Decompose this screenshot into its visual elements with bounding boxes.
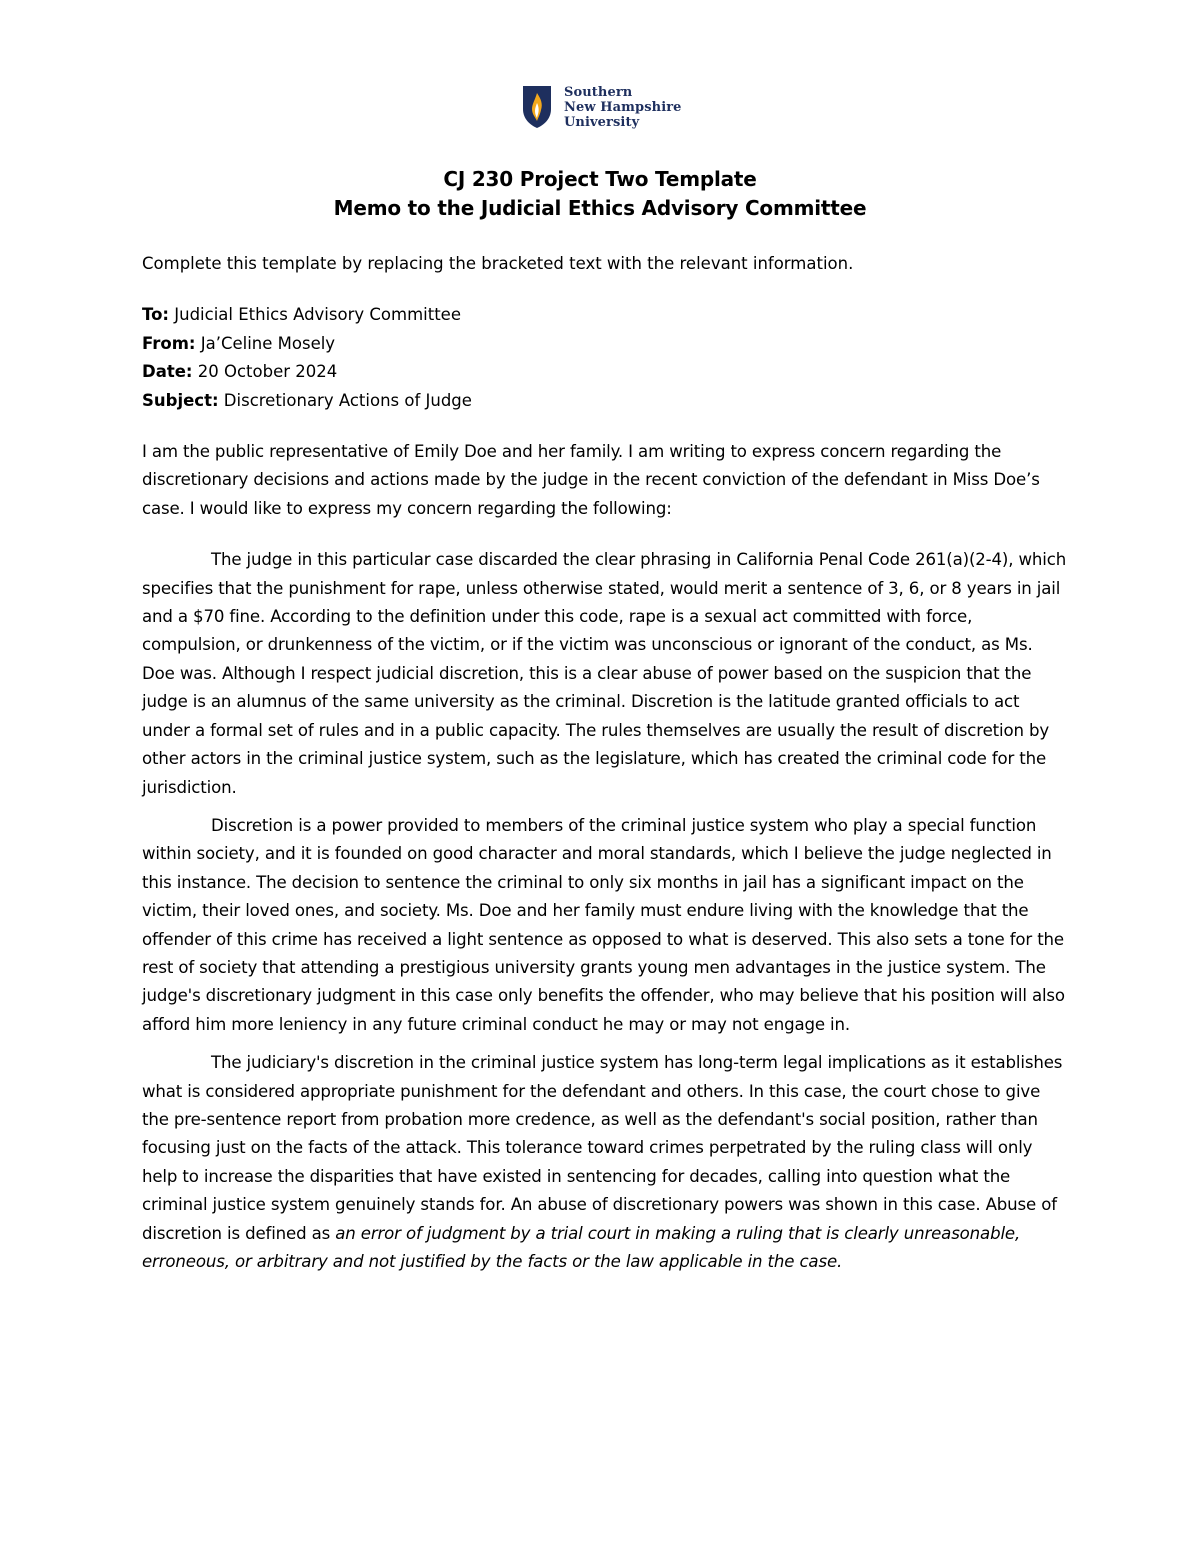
university-logo	[522, 85, 682, 130]
memo-to-value: Judicial Ethics Advisory Committee	[169, 305, 461, 325]
body-paragraph-1: The judge in this particular case discarded the clear phrasing in California Penal Code 261(a)(2-4), which specifies that the punishment for rape, unless otherwise stated, would merit a sentence of 3, 6, or 8 years in jail and a $70 fine. According to the definition under this code, rape is a sexual act committed with force, compulsion, or drunkenness of the victim, or if the victim was unconscious or ignorant of the conduct, as Ms. Doe was. Although I respect judicial discretion, this is a clear abuse of power based on the suspicion that the judge is an alumnus of the same university as the criminal. Discretion is the latitude granted officials to act under a formal set of rules and in a public capacity. The rules themselves are usually the result of discretion by other actors in the criminal justice system, such as the legislature, which has created the criminal code for the jurisdiction.	[142, 550, 1067, 797]
memo-header	[142, 301, 1067, 415]
body-paragraph-3	[142, 1049, 1067, 1276]
intro-paragraph: I am the public representative of Emily Doe and her family. I am writing to express concern regarding the discretionary decisions and actions made by the judge in the recent conviction of the defendant in Miss Doe’s case. I would like to express my concern regarding the following:	[142, 442, 1040, 518]
wordmark-line-1: Southern	[564, 85, 633, 100]
memo-subject-line	[142, 387, 1067, 415]
university-wordmark	[564, 85, 682, 130]
wordmark-line-3: University	[564, 115, 640, 130]
memo-from-value: Ja’Celine Mosely	[195, 333, 336, 353]
paragraph-3-text: The judiciary's discretion in the criminal justice system has long-term legal implications as it establishes what is considered appropriate punishment for the defendant and others. In this case, the court chose to give the pre-sentence report from probation more credence, as well as the defendant's social position, rather than focusing just on the facts of the attack. This tolerance toward crimes perpetrated by the ruling class will only help to increase the disparities that have existed in sentencing for decades, calling into question what the criminal justice system genuinely stands for. An abuse of discretionary powers was shown in this case. Abuse of discretion is defined as	[142, 1053, 1063, 1243]
wordmark-line-2: New Hampshire	[564, 100, 682, 115]
memo-date-label: Date:	[142, 362, 193, 382]
title-line-1: CJ 230 Project Two Template	[443, 167, 757, 191]
memo-to-line	[142, 301, 1067, 329]
memo-from-label: From:	[142, 333, 196, 353]
paragraph-3-definition: an error of judgment by a trial court in making a ruling that is clearly unreasonable, erroneous, or arbitrary and not justified by the facts or the law applicable in the case.	[142, 1223, 1021, 1271]
memo-subject-value: Discretionary Actions of Judge	[218, 390, 472, 410]
body-paragraph-2: Discretion is a power provided to members of the criminal justice system who play a special function within society, and it is founded on good character and moral standards, which I believe the judge neglected in this instance. The decision to sentence the criminal to only six months in jail has a significant impact on the victim, their loved ones, and society. Ms. Doe and her family must endure living with the knowledge that the offender of this crime has received a light sentence as opposed to what is deserved. This also sets a tone for the rest of society that attending a prestigious university grants young men advantages in the justice system. The judge's discretionary judgment in this case only benefits the offender, who may believe that his position will also afford him more leniency in any future criminal conduct he may or may not engage in.	[142, 815, 1065, 1034]
title-line-2: Memo to the Judicial Ethics Advisory Committee	[333, 196, 867, 220]
shield-flame-icon	[522, 85, 552, 129]
memo-date-line	[142, 358, 1067, 386]
document-title	[0, 165, 1200, 223]
memo-to-label: To:	[142, 305, 169, 325]
memo-from-line	[142, 330, 1067, 358]
memo-subject-label: Subject:	[142, 390, 219, 410]
memo-date-value: 20 October 2024	[192, 362, 338, 382]
memo-content	[142, 250, 1067, 1286]
instruction-text: Complete this template by replacing the bracketed text with the relevant information.	[142, 254, 854, 273]
